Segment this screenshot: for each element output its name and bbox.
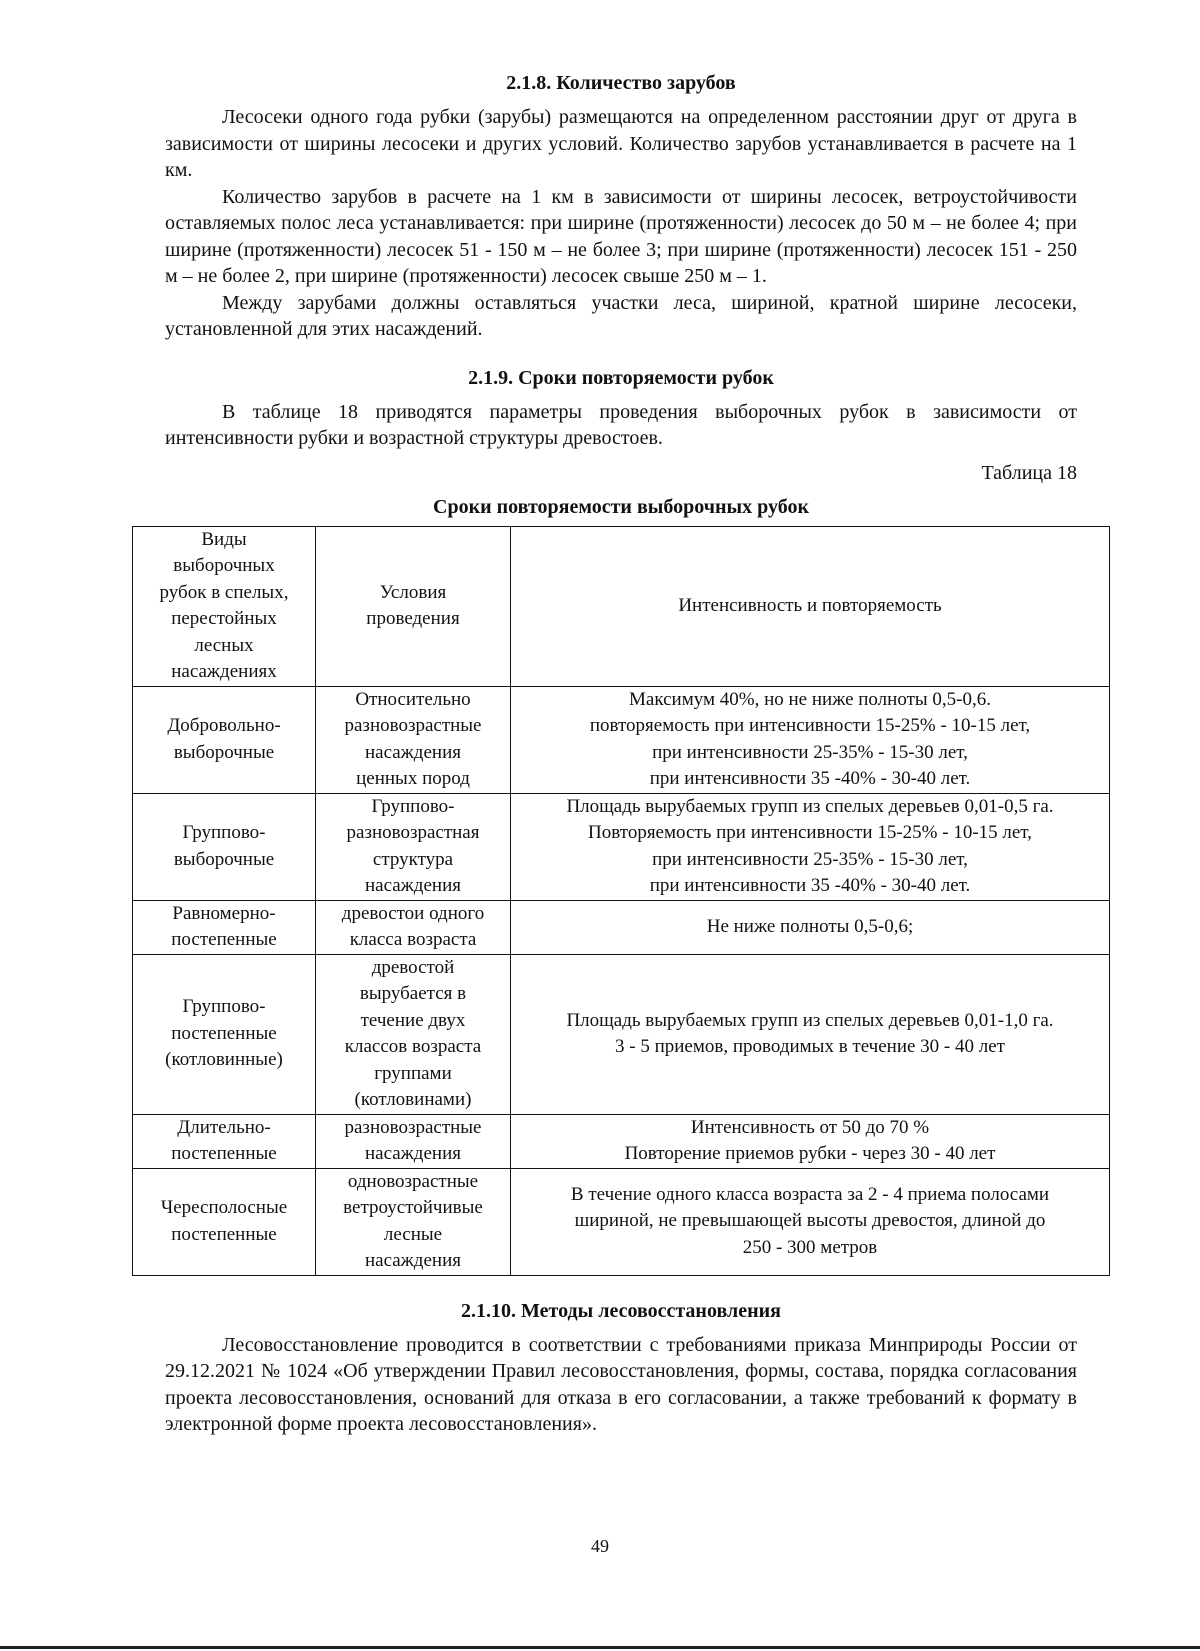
cell-intensity: [511, 1114, 1110, 1168]
table-title: Сроки повторяемости выборочных рубок: [433, 495, 809, 518]
cell-text-line: рубок в спелых,: [159, 581, 289, 603]
cell-text-line: Группово-: [182, 996, 266, 1018]
cell-text-line: группами: [374, 1062, 452, 1084]
cell-text-line: насаждения: [364, 741, 461, 763]
cell-text-line: проведения: [366, 608, 460, 629]
page-content: [159, 70, 1077, 1438]
cell-text-line: при интенсивности 25-35% - 15-30 лет,: [652, 741, 968, 763]
cell-text-line: класса возраста: [349, 929, 477, 950]
cell-text-line: выборочные: [173, 741, 275, 763]
table-row: [133, 793, 1110, 900]
cell-text-line: 250 - 300 метров: [742, 1236, 878, 1258]
cell-conditions: [316, 1114, 511, 1168]
cell-text-line: Относительно: [355, 688, 471, 710]
table-row: [133, 1114, 1110, 1168]
cell-text-line: Интенсивность и повторяемость: [678, 594, 942, 616]
cell-intensity: [511, 686, 1110, 793]
cell-text-line: Не ниже полноты 0,5-0,6;: [706, 915, 914, 937]
cell-text-line: постепенные: [171, 929, 277, 950]
table-header-row: [133, 526, 1110, 686]
cell-text-line: классов возраста: [344, 1036, 482, 1057]
cell-conditions: [316, 954, 511, 1114]
cell-type: [133, 900, 316, 954]
cell-text-line: структура: [372, 848, 454, 870]
cell-text-line: насаждения: [364, 1143, 461, 1164]
cell-conditions: [316, 793, 511, 900]
cell-text-line: разновозрастная: [346, 822, 480, 843]
cell-text-line: выборочных: [173, 555, 275, 576]
cell-text-line: древостои одного: [341, 902, 485, 924]
table-label: Таблица 18: [981, 461, 1077, 484]
paragraph: В таблице 18 приводятся параметры проведения выборочных рубок в зависимости от интенсивности рубки и возрастной структуры древостоев.: [165, 400, 1077, 449]
table-row: [133, 900, 1110, 954]
cell-text-line: (котловинные): [165, 1049, 283, 1071]
cell-text-line: при интенсивности 25-35% - 15-30 лет,: [652, 848, 968, 870]
cell-text-line: разновозрастные: [344, 715, 482, 736]
cell-text-line: Чересполосные: [160, 1197, 288, 1218]
cell-intensity: [511, 954, 1110, 1114]
cell-text-line: В течение одного класса возраста за 2 - 4 приема полосами: [570, 1183, 1050, 1205]
cell-text-line: шириной, не превышающей высоты древостоя, длиной до: [574, 1210, 1046, 1232]
table-row: [133, 954, 1110, 1114]
cell-text-line: насаждения: [364, 875, 461, 896]
cell-type: [133, 1168, 316, 1275]
cell-text-line: Площадь вырубаемых групп из спелых деревьев 0,01-0,5 га.: [566, 795, 1054, 817]
cell-text-line: при интенсивности 35 -40% - 30-40 лет.: [649, 875, 971, 896]
cell-text-line: ценных пород: [356, 768, 470, 789]
header-cell-conditions: [316, 526, 511, 686]
cell-text-line: выборочные: [173, 848, 275, 870]
page-number: 49: [591, 1536, 609, 1556]
heading-2-1-9: 2.1.9. Сроки повторяемости рубок: [468, 366, 774, 389]
header-cell-intensity: [511, 526, 1110, 686]
cell-text-line: разновозрастные: [344, 1116, 482, 1138]
cell-type: [133, 686, 316, 793]
cutting-intervals-table: [132, 526, 1110, 1276]
header-cell-types: [133, 526, 316, 686]
cell-text-line: Группово-: [371, 795, 455, 817]
cell-text-line: постепенные: [171, 1022, 277, 1044]
cell-text-line: Группово-: [182, 822, 266, 843]
bottom-rule: [0, 1646, 1200, 1649]
cell-text-line: насаждения: [364, 1250, 461, 1271]
cell-text-line: лесные: [383, 1223, 443, 1245]
cell-text-line: Условия: [379, 581, 447, 603]
cell-type: [133, 1114, 316, 1168]
heading-2-1-10: 2.1.10. Методы лесовосстановления: [461, 1299, 781, 1322]
heading-2-1-8: 2.1.8. Количество зарубов: [506, 72, 736, 94]
paragraph: Между зарубами должны оставляться участки леса, шириной, кратной ширине лесосеки, установленной для этих насаждений.: [165, 291, 1077, 340]
cell-text-line: одновозрастные: [347, 1170, 479, 1192]
cell-intensity: [511, 1168, 1110, 1275]
cell-intensity: [511, 900, 1110, 954]
cell-type: [133, 793, 316, 900]
paragraph: Количество зарубов в расчете на 1 км в зависимости от ширины лесосек, ветроустойчивости оставляемых полос леса устанавливается: при ширине (протяженности) лесосек до 50 м – не более 4; при ширине (протяженности) лесосек 51 - 150 м – не более 3; при ширине (протяженности) лесосек 151 - 250 м – не более 2, при ширине (протяженности) лесосек свыше 250 м – 1.: [165, 185, 1077, 287]
cell-text-line: Интенсивность от 50 до 70 %: [690, 1116, 930, 1138]
cell-text-line: постепенные: [171, 1143, 277, 1164]
cell-conditions: [316, 686, 511, 793]
cell-text-line: древостой: [371, 956, 455, 978]
cell-text-line: 3 - 5 приемов, проводимых в течение 30 - 40 лет: [615, 1036, 1005, 1057]
cell-text-line: Площадь вырубаемых групп из спелых деревьев 0,01-1,0 га.: [566, 1009, 1054, 1031]
cell-conditions: [316, 900, 511, 954]
cell-text-line: Повторяемость при интенсивности 15-25% - 10-15 лет,: [588, 822, 1032, 843]
cell-conditions: [316, 1168, 511, 1275]
cell-text-line: Длительно-: [177, 1116, 271, 1138]
cell-text-line: повторяемость при интенсивности 15-25% - 10-15 лет,: [589, 715, 1031, 736]
cell-text-line: при интенсивности 35 -40% - 30-40 лет.: [649, 768, 971, 789]
cell-text-line: Виды: [201, 528, 247, 550]
table-row: [133, 1168, 1110, 1275]
cell-text-line: течение двух: [360, 1009, 466, 1031]
cell-text-line: Добровольно-: [167, 715, 281, 736]
paragraph: Лесосеки одного года рубки (зарубы) размещаются на определенном расстоянии друг от друга в зависимости от ширины лесосеки и других условий. Количество зарубов устанавливается в расчете на 1 км.: [165, 106, 1077, 181]
cell-text-line: ветроустойчивые: [343, 1197, 483, 1218]
cell-text-line: Равномерно-: [172, 902, 276, 924]
cell-text-line: Повторение приемов рубки - через 30 - 40 лет: [624, 1143, 996, 1164]
cell-type: [133, 954, 316, 1114]
table-row: [133, 686, 1110, 793]
cell-text-line: постепенные: [171, 1223, 277, 1245]
cell-intensity: [511, 793, 1110, 900]
cell-text-line: перестойных: [171, 608, 277, 629]
cell-text-line: насаждениях: [171, 661, 277, 682]
cell-text-line: Максимум 40%, но не ниже полноты 0,5-0,6.: [629, 688, 991, 710]
cell-text-line: (котловинами): [354, 1089, 472, 1110]
cell-text-line: вырубается в: [359, 983, 467, 1004]
cell-text-line: лесных: [194, 634, 254, 656]
paragraph: Лесовосстановление проводится в соответствии с требованиями приказа Минприроды России от 29.12.2021 № 1024 «Об утверждении Правил лесовосстановления, формы, состава, порядка согласования проекта лесовосстановления, оснований для отказа в его согласовании, а также требований к формату в электронной форме проекта лесовосстановления».: [165, 1333, 1077, 1435]
